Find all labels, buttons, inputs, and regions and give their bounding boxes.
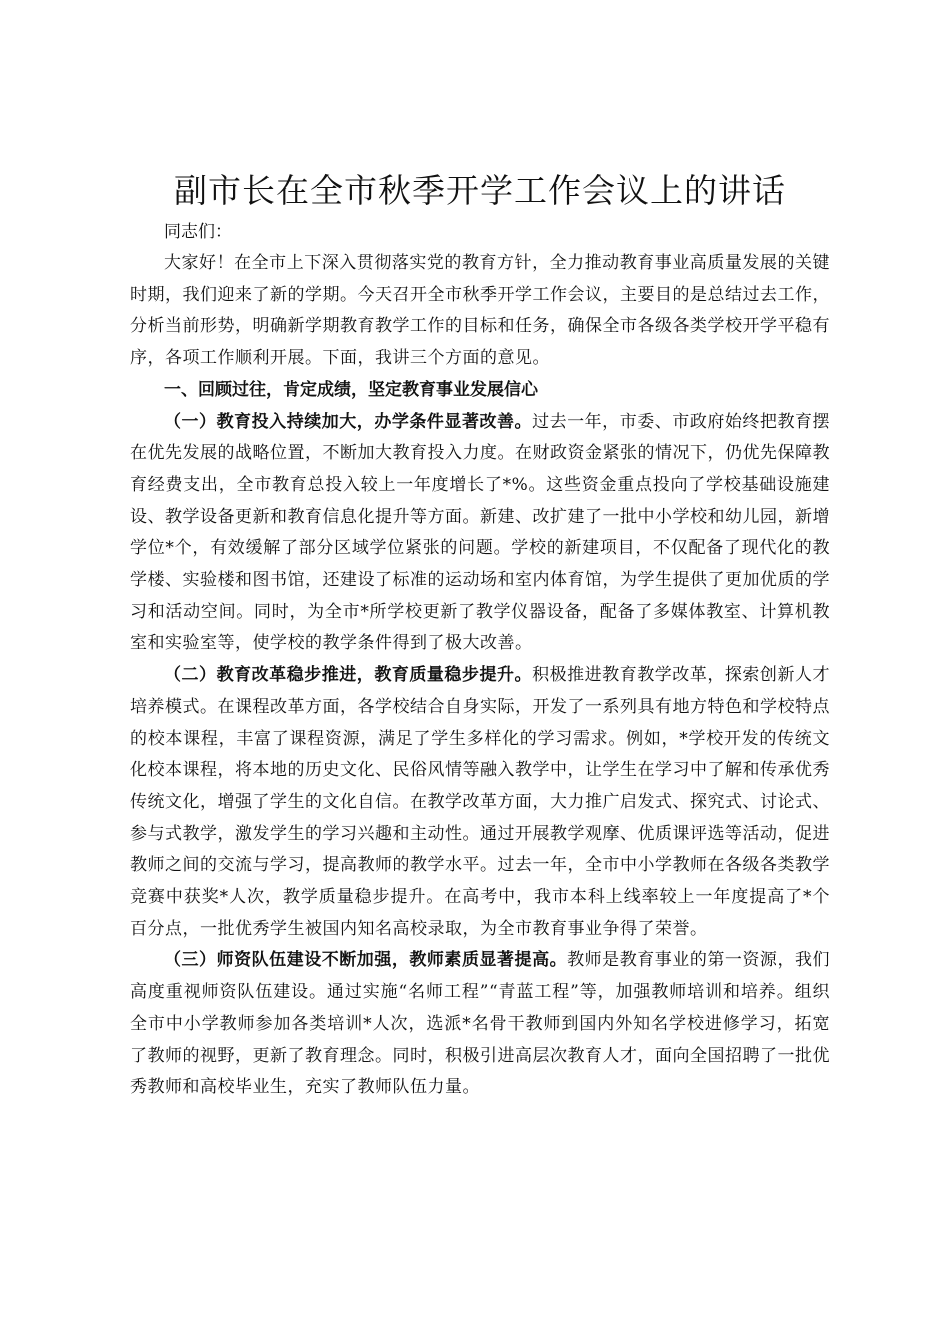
item-lead-1: （一）教育投入持续加大，办学条件显著改善。 (164, 411, 533, 432)
salutation: 同志们： (164, 222, 232, 242)
item-body-2: 积极推进教育教学改革，探索创新人才培养模式。在课程改革方面，各学校结合自身实际，开发了一系列具有地方特色和学校特点的校本课程，丰富了课程资源，满足了学生多样化的学习需求。例如，*学校开发的传统文化校本课程，将本地的历史文化、民俗风情等融入教学中，让学生在学习中了解和传承优秀传统文化，增强了学生的文化自信。在教学改革方面，大力推广启发式、探究式、讨论式、参与式教学，激发学生的学习兴趣和主动性。通过开展教学观摩、优质课评选等活动，促进教师之间的交流与学习，提高教师的教学水平。过去一年，全市中小学教师在各级各类教学竞赛中获奖*人次，教学质量稳步提升。在高考中，我市本科上线率较上一年度提高了*个百分点，一批优秀学生被国内知名高校录取，为全市教育事业争得了荣誉。 (130, 665, 831, 939)
item-paragraph-1 (130, 407, 830, 661)
item-paragraph-2 (130, 660, 830, 945)
intro-paragraph: 大家好！在全市上下深入贯彻落实党的教育方针，全力推动教育事业高质量发展的关键时期，我们迎来了新的学期。今天召开全市秋季开学工作会议，主要目的是总结过去工作，分析当前形势，明确新学期教育教学工作的目标和任务，确保全市各级各类学校开学平稳有序，各项工作顺利开展。下面，我讲三个方面的意见。 (130, 253, 830, 369)
item-body-3: 教师是教育事业的第一资源，我们高度重视师资队伍建设。通过实施“名师工程”“青蓝工程”等，加强教师培训和培养。组织全市中小学教师参加各类培训*人次，选派*名骨干教师到国内外知名学校进修学习，拓宽了教师的视野，更新了教育理念。同时，积极引进高层次教育人才，面向全国招聘了一批优秀教师和高校毕业生，充实了教师队伍力量。 (130, 950, 831, 1098)
document-body (130, 168, 830, 1104)
section-heading-1: 一、回顾过往，肯定成绩，坚定教育事业发展信心 (164, 379, 538, 400)
item-lead-3: （三）师资队伍建设不断加强，教师素质显著提高。 (164, 950, 568, 971)
document-title: 副市长在全市秋季开学工作会议上的讲话 (174, 171, 786, 210)
item-paragraph-3 (130, 945, 830, 1104)
item-body-1: 过去一年，市委、市政府始终把教育摆在优先发展的战略位置，不断加大教育投入力度。在财政资金紧张的情况下，仍优先保障教育经费支出，全市教育总投入较上一年度增长了*%。这些资金重点投向了学校基础设施建设、教学设备更新和教育信息化提升等方面。新建、改扩建了一批中小学校和幼儿园，新增学位*个，有效缓解了部分区域学位紧张的问题。学校的新建项目，不仅配备了现代化的教学楼、实验楼和图书馆，还建设了标准的运动场和室内体育馆，为学生提供了更加优质的学习和活动空间。同时，为全市*所学校更新了教学仪器设备，配备了多媒体教室、计算机教室和实验室等，使学校的教学条件得到了极大改善。 (130, 411, 831, 654)
item-lead-2: （二）教育改革稳步推进，教育质量稳步提升。 (164, 665, 533, 686)
